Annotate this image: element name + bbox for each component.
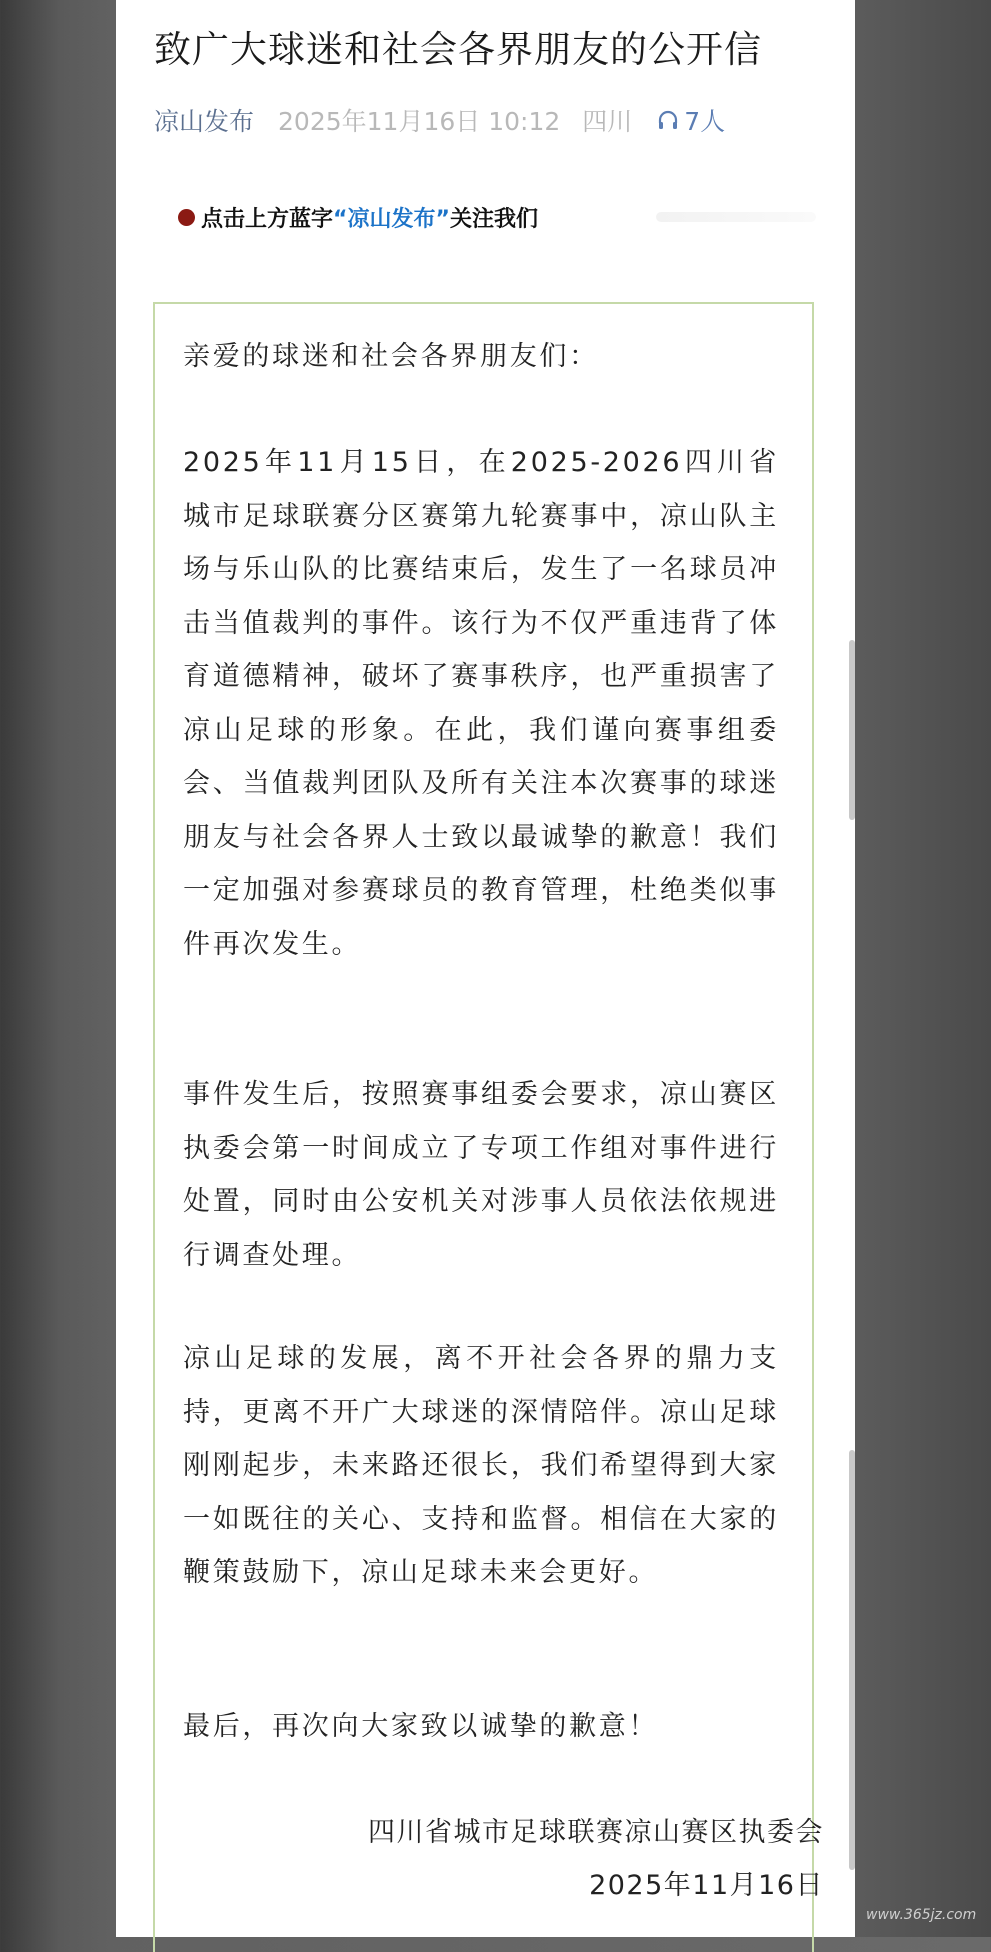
scrollbar-thumb-lower[interactable] [849,1450,855,1870]
watermark: www.365jz.com [866,1907,977,1923]
follow-account[interactable]: “凉山发布” [333,206,450,232]
follow-prefix: 点击上方蓝字 [201,206,334,232]
letter-paragraph-1: 2025年11月15日，在2025-2026四川省城市足球联赛分区赛第九轮赛事中，凉山队主场与乐山队的比赛结束后，发生了一名球员冲击当值裁判的事件。该行为不仅严重违背了体育道德精神，破坏了赛事秩序，也严重损害了凉山足球的形象。在此，我们谨向赛事组委会、当值裁判团队及所有关注本次赛事的球迷朋友与社会各界人士致以最诚挚的歉意！我们一定加强对参赛球员的教育管理，杜绝类似事件再次发生。 [183,447,779,960]
letter-paragraph-2: 事件发生后，按照赛事组委会要求，凉山赛区执委会第一时间成立了专项工作组对事件进行处置，同时由公安机关对涉事人员依法依规进行调查处理。 [183,1079,779,1271]
scrollbar-thumb[interactable] [849,640,855,820]
publish-region: 四川 [582,107,633,136]
listen-count: 7人 [684,107,726,136]
letter-paragraph-4: 最后，再次向大家致以诚挚的歉意！ [183,1711,659,1742]
follow-banner[interactable] [178,200,538,234]
letter-paragraph-3: 凉山足球的发展，离不开社会各界的鼎力支持，更离不开广大球迷的深情陪伴。凉山足球刚刚起步，未来路还很长，我们希望得到大家一如既往的关心、支持和监督。相信在大家的鞭策鼓励下，凉山足球未来会更好。 [183,1343,779,1588]
article-meta [154,102,725,138]
background-right [855,0,991,1937]
listen-button[interactable] [656,102,725,138]
divider-line [656,212,816,222]
article-page[interactable] [116,0,855,1937]
letter-salutation: 亲爱的球迷和社会各界朋友们： [183,341,599,372]
signature-date: 2025年11月16日 [589,1870,824,1901]
signature-org: 四川省城市足球联赛凉山赛区执委会 [368,1817,824,1848]
article-title: 致广大球迷和社会各界朋友的公开信 [154,28,762,71]
author-link[interactable]: 凉山发布 [154,107,255,136]
publish-date: 2025年11月16日 10:12 [278,107,561,136]
bullet-icon [178,209,195,226]
headphones-icon [656,108,680,132]
follow-suffix: 关注我们 [449,206,538,232]
